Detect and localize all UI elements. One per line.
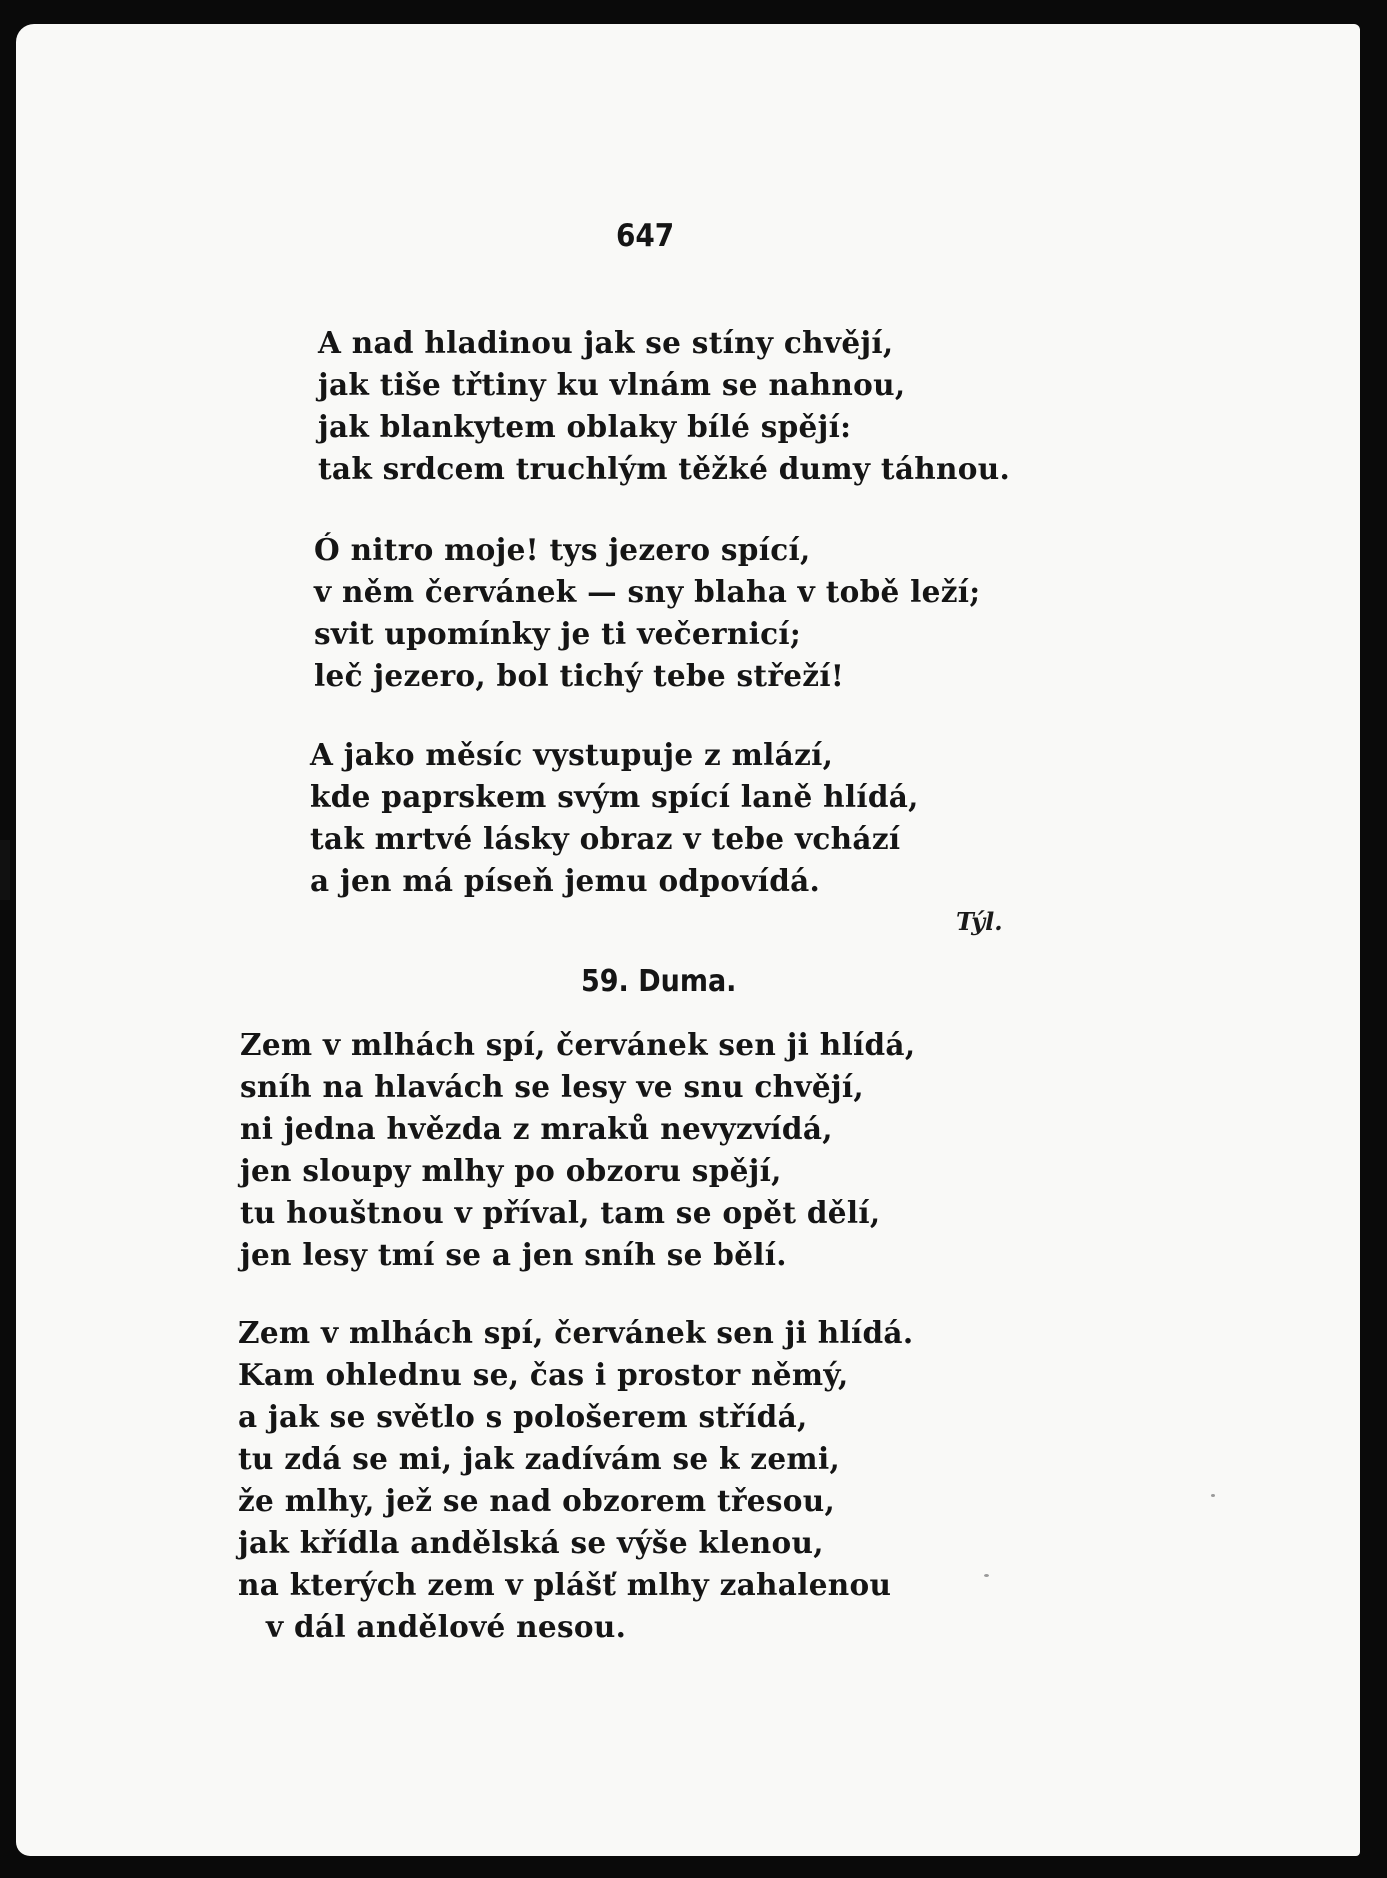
verse-line: Kam ohlednu se, čas i prostor němý, xyxy=(238,1357,849,1392)
verse-line: ni jedna hvězda z mraků nevyzvídá, xyxy=(240,1111,833,1146)
verse-line: a jen má píseň jemu odpovídá. xyxy=(310,863,821,898)
verse-line: kde paprskem svým spící laně hlídá, xyxy=(310,779,919,814)
verse-line: A jako měsíc vystupuje z mlází, xyxy=(310,737,834,772)
verse-line: v něm červánek — sny blaha v tobě leží; xyxy=(314,574,981,609)
verse-line: sníh na hlavách se lesy ve snu chvějí, xyxy=(240,1069,864,1104)
verse-line: že mlhy, jež se nad obzorem třesou, xyxy=(238,1483,836,1518)
poem-title: 59. Duma. xyxy=(581,964,737,999)
verse-line: v dál andělové nesou. xyxy=(266,1609,627,1644)
poem1-stanza-3 xyxy=(310,734,919,902)
poem2-stanza-2 xyxy=(238,1312,913,1648)
verse-line: a jak se světlo s pološerem střídá, xyxy=(238,1399,808,1434)
verse-line: jen sloupy mlhy po obzoru spějí, xyxy=(240,1153,782,1188)
verse-line: leč jezero, bol tichý tebe střeží! xyxy=(314,658,845,693)
paper-speck xyxy=(984,1574,989,1577)
verse-line: na kterých zem v plášť mlhy zahalenou xyxy=(238,1567,892,1602)
verse-line: jak blankytem oblaky bílé spějí: xyxy=(318,409,852,444)
page-number: 647 xyxy=(616,218,675,254)
poem1-stanza-2 xyxy=(314,529,981,697)
poem2-stanza-1 xyxy=(240,1024,915,1276)
verse-line: Ó nitro moje! tys jezero spící, xyxy=(314,532,811,567)
verse-line: tak mrtvé lásky obraz v tebe vchází xyxy=(310,821,901,856)
verse-line: jen lesy tmí se a jen sníh se bělí. xyxy=(240,1237,787,1272)
verse-line: tu houštnou v příval, tam se opět dělí, xyxy=(240,1195,881,1230)
verse-line: A nad hladinou jak se stíny chvějí, xyxy=(318,325,894,360)
verse-line: jak křídla andělská se výše klenou, xyxy=(238,1525,824,1560)
paper-speck xyxy=(1211,1494,1215,1497)
author-signature: Týl. xyxy=(956,907,1003,936)
scan-edge-mark xyxy=(0,840,10,900)
book-page xyxy=(16,24,1360,1856)
verse-line: svit upomínky je ti večernicí; xyxy=(314,616,802,651)
verse-line: tu zdá se mi, jak zadívám se k zemi, xyxy=(238,1441,841,1476)
verse-line: Zem v mlhách spí, červánek sen ji hlídá. xyxy=(238,1315,914,1350)
verse-line: tak srdcem truchlým těžké dumy táhnou. xyxy=(318,451,1011,486)
verse-line: Zem v mlhách spí, červánek sen ji hlídá, xyxy=(240,1027,916,1062)
verse-line: jak tiše třtiny ku vlnám se nahnou, xyxy=(318,367,906,402)
poem1-stanza-1 xyxy=(318,322,1010,490)
